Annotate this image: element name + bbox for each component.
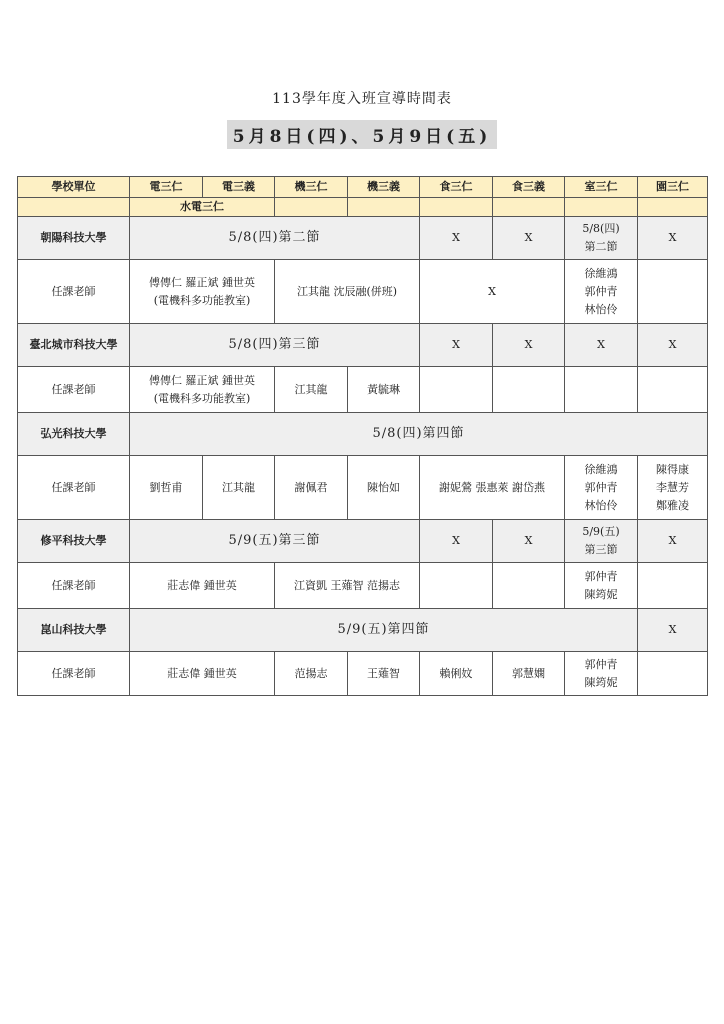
school-row: [18, 217, 708, 260]
teacher-cell: 郭仲青 陳筠妮: [565, 652, 638, 696]
teacher-label: 任課老師: [18, 563, 130, 609]
teacher-label: 任課老師: [18, 652, 130, 696]
teacher-row: [18, 367, 708, 413]
teacher-cell: 莊志偉 鍾世英: [130, 652, 275, 696]
teacher-cell: 陳得康 李慧芳 鄭雅凌: [638, 456, 708, 520]
teacher-cell: 謝妮鶯 張惠萊 謝岱燕: [420, 456, 565, 520]
teacher-cell: 江其龍: [275, 367, 348, 413]
school-row: [18, 609, 708, 652]
school-session: 5/9(五)第三節: [130, 520, 420, 563]
cell-mark: X: [493, 217, 565, 260]
header-col: 食三仁: [420, 177, 493, 198]
teacher-cell: 江其龍: [203, 456, 275, 520]
header-col: 機三仁: [275, 177, 348, 198]
room-session: 5/8(四) 第二節: [565, 217, 638, 260]
cell-mark: X: [638, 520, 708, 563]
cell-mark: X: [565, 324, 638, 367]
teacher-cell: 賴俐妏: [420, 652, 493, 696]
school-row: [18, 413, 708, 456]
header-col: 室三仁: [565, 177, 638, 198]
teacher-cell: 王薙智: [348, 652, 420, 696]
teacher-row: [18, 563, 708, 609]
schedule-table: [17, 176, 708, 696]
school-name: 修平科技大學: [18, 520, 130, 563]
teacher-cell: 郭慧嫻: [493, 652, 565, 696]
school-row: [18, 520, 708, 563]
cell-mark: X: [493, 324, 565, 367]
teacher-row: [18, 456, 708, 520]
header-unit: 學校單位: [18, 177, 130, 198]
teacher-row: [18, 260, 708, 324]
page-title: 113學年度入班宣導時間表: [272, 91, 452, 107]
teacher-row: [18, 652, 708, 696]
teacher-cell: 黃毓琳: [348, 367, 420, 413]
school-row: [18, 324, 708, 367]
teacher-cell: 劉哲甫: [130, 456, 203, 520]
teacher-label: 任課老師: [18, 367, 130, 413]
school-name: 朝陽科技大學: [18, 217, 130, 260]
teacher-label: 任課老師: [18, 456, 130, 520]
teacher-cell: 徐維鴻 郭仲青 林怡伶: [565, 260, 638, 324]
school-session: 5/8(四)第四節: [130, 413, 708, 456]
header-sub-label: 水電三仁: [130, 198, 275, 217]
header-sub-row: [18, 198, 708, 217]
school-session: 5/9(五)第四節: [130, 609, 638, 652]
room-session: 5/9(五) 第三節: [565, 520, 638, 563]
header-col: 食三義: [493, 177, 565, 198]
cell-mark: X: [420, 217, 493, 260]
header-col: 機三義: [348, 177, 420, 198]
header-row: [18, 177, 708, 198]
teacher-cell: 徐維鴻 郭仲青 林怡伶: [565, 456, 638, 520]
cell-mark: X: [638, 324, 708, 367]
header-col: 園三仁: [638, 177, 708, 198]
teacher-cell: 傅傳仁 羅正斌 鍾世英 (電機科多功能教室): [130, 367, 275, 413]
school-name: 弘光科技大學: [18, 413, 130, 456]
school-name: 崑山科技大學: [18, 609, 130, 652]
header-col: 電三仁: [130, 177, 203, 198]
date-subtitle: 5月8日(四)、5月9日(五): [227, 120, 498, 149]
cell-mark: X: [493, 520, 565, 563]
school-session: 5/8(四)第三節: [130, 324, 420, 367]
school-session: 5/8(四)第二節: [130, 217, 420, 260]
teacher-cell: 莊志偉 鍾世英: [130, 563, 275, 609]
cell-mark: X: [638, 609, 708, 652]
header-col: 電三義: [203, 177, 275, 198]
cell-mark: X: [638, 217, 708, 260]
teacher-cell: 郭仲青 陳筠妮: [565, 563, 638, 609]
teacher-cell: 范揚志: [275, 652, 348, 696]
teacher-cell: 江資凱 王薙智 范揚志: [275, 563, 420, 609]
cell-mark: X: [420, 324, 493, 367]
teacher-label: 任課老師: [18, 260, 130, 324]
cell-mark: X: [420, 520, 493, 563]
cell-mark: X: [420, 260, 565, 324]
teacher-cell: 傅傳仁 羅正斌 鍾世英 (電機科多功能教室): [130, 260, 275, 324]
teacher-cell: 陳怡如: [348, 456, 420, 520]
teacher-cell: 江其龍 沈辰融(併班): [275, 260, 420, 324]
school-name: 臺北城市科技大學: [18, 324, 130, 367]
teacher-cell: 謝佩君: [275, 456, 348, 520]
